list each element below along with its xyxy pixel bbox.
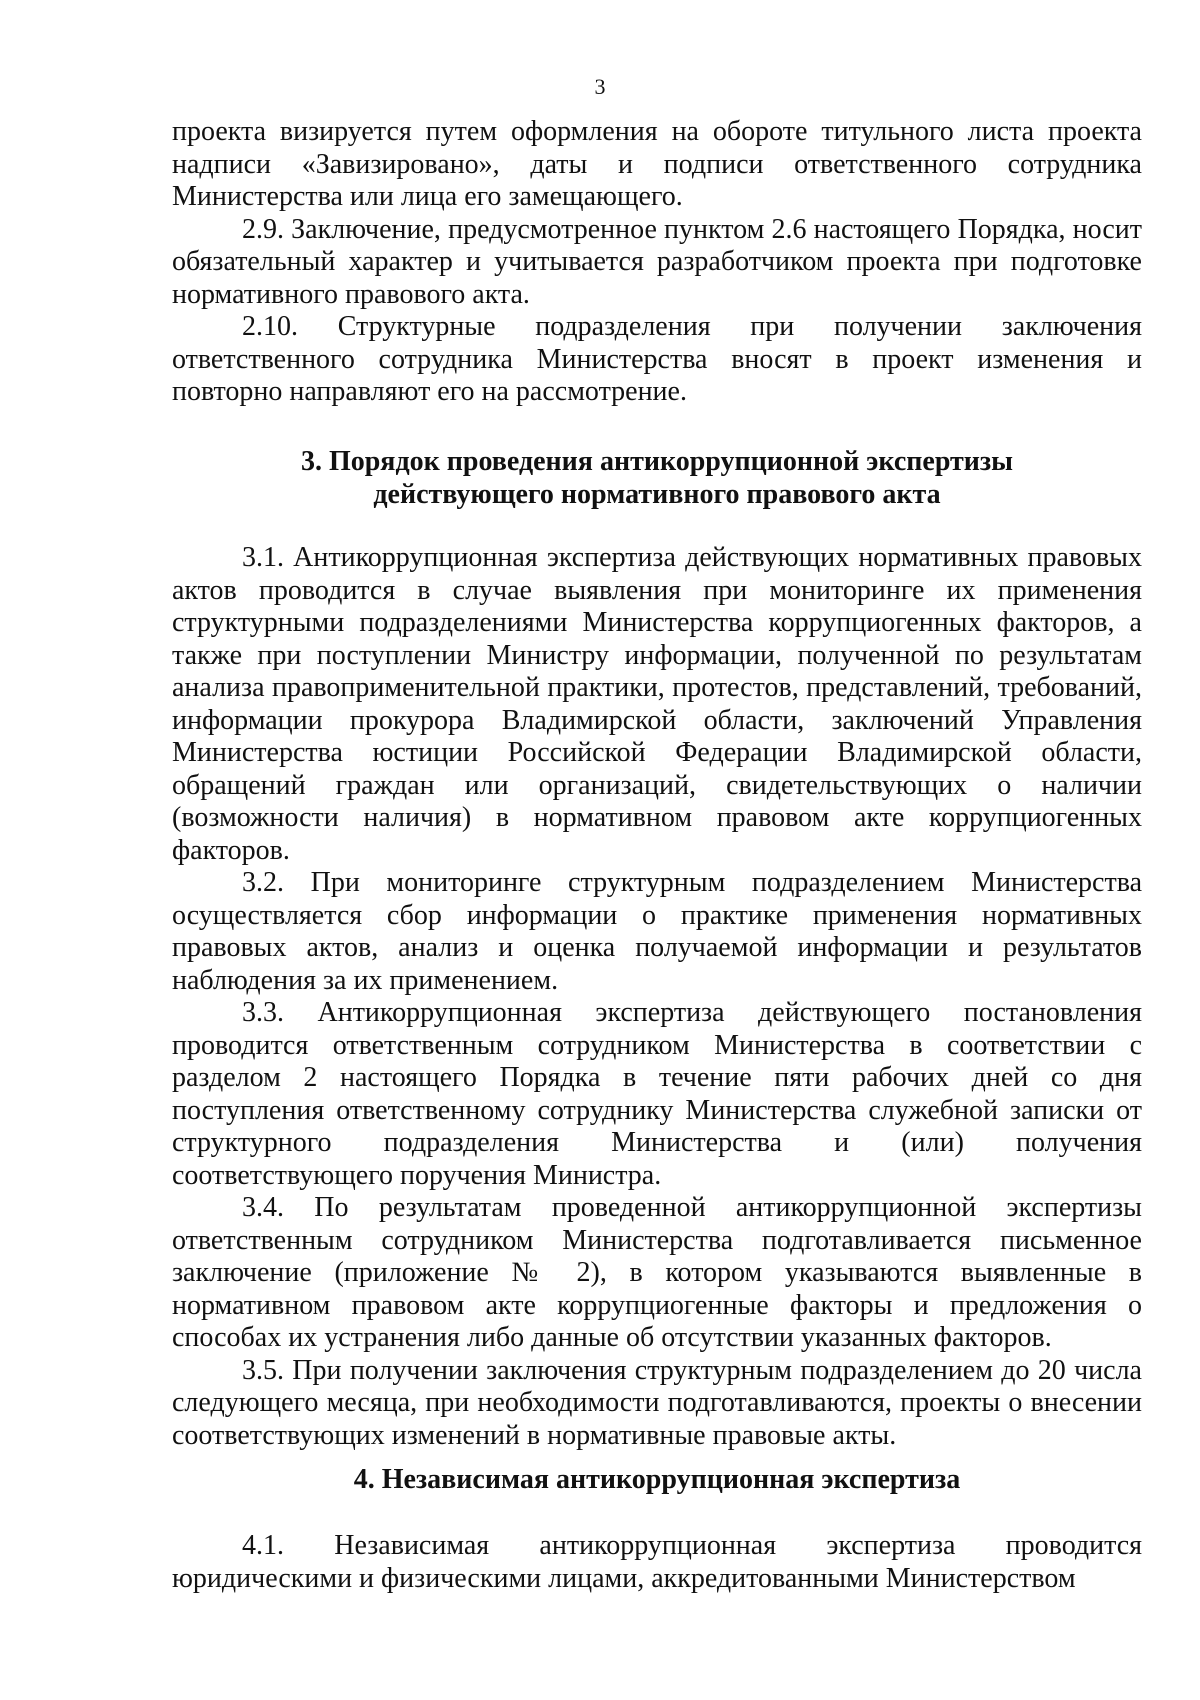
paragraph-3-4: 3.4. По результатам проведенной антикоррупционной экспертизы ответственным сотрудником Министерства подготавливается письменное заключение (приложение № 2), в котором указываются выявленные в нормативном правовом акте коррупциогенные факторы и предложения о способах их устранения либо данные об отсутствии указанных факторов.: [172, 1192, 1142, 1353]
paragraph-4-1: 4.1. Независимая антикоррупционная экспертиза проводится юридическими и физическими лицами, аккредитованными Министерством: [172, 1530, 1142, 1594]
section-3-heading-line-2: действующего нормативного правового акта: [373, 478, 941, 510]
paragraph-2-9: 2.9. Заключение, предусмотренное пунктом 2.6 настоящего Порядка, носит обязательный характер и учитывается разработчиком проекта при подготовке нормативного правового акта.: [172, 213, 1142, 310]
paragraph-3-2: 3.2. При мониторинге структурным подразделением Министерства осуществляется сбор информации о практике применения нормативных правовых актов, анализ и оценка получаемой информации и результатов наблюдения за их применением.: [172, 867, 1142, 996]
paragraph-continuation: проекта визируется путем оформления на обороте титульного листа проекта надписи «Завизировано», даты и подписи ответственного сотрудника Министерства или лица его замещающего.: [172, 116, 1142, 212]
intro-paragraphs: [172, 116, 1142, 409]
section-3-body: [172, 542, 1142, 1452]
paragraph-3-5: 3.5. При получении заключения структурным подразделением до 20 числа следующего месяца, при необходимости подготавливаются, проекты о внесении соответствующих изменений в нормативные правовые акты.: [172, 1354, 1142, 1451]
section-3-heading: [172, 446, 1142, 511]
section-4-heading: 4. Независимая антикоррупционная экспертиза: [353, 1464, 961, 1495]
section-4-heading-block: [172, 1464, 1142, 1497]
section-3-heading-line-1: 3. Порядок проведения антикоррупционной экспертизы: [300, 446, 1014, 477]
section-4-body: [172, 1530, 1142, 1595]
page-number: 3: [594, 74, 606, 99]
paragraph-3-1: 3.1. Антикоррупционная экспертиза действующих нормативных правовых актов проводится в случае выявления при мониторинге их применения структурными подразделениями Министерства коррупциогенных факторов, а также при поступлении Министру информации, полученной по результатам анализа правоприменительной практики, протестов, представлений, требований, информации прокурора Владимирской области, заключений Управления Министерства юстиции Российской Федерации Владимирской области, обращений граждан или организаций, свидетельствующих о наличии (возможности наличия) в нормативном правовом акте коррупциогенных факторов.: [172, 542, 1142, 866]
paragraph-3-3: 3.3. Антикоррупционная экспертиза действующего постановления проводится ответственным сотрудником Министерства в соответствии с разделом 2 настоящего Порядка в течение пяти рабочих дней со дня поступления ответственному сотруднику Министерства служебной записки от структурного подразделения Министерства и (или) получения соответствующего поручения Министра.: [172, 997, 1142, 1191]
paragraph-2-10: 2.10. Структурные подразделения при получении заключения ответственного сотрудника Министерства вносят в проект изменения и повторно направляют его на рассмотрение.: [172, 311, 1142, 407]
